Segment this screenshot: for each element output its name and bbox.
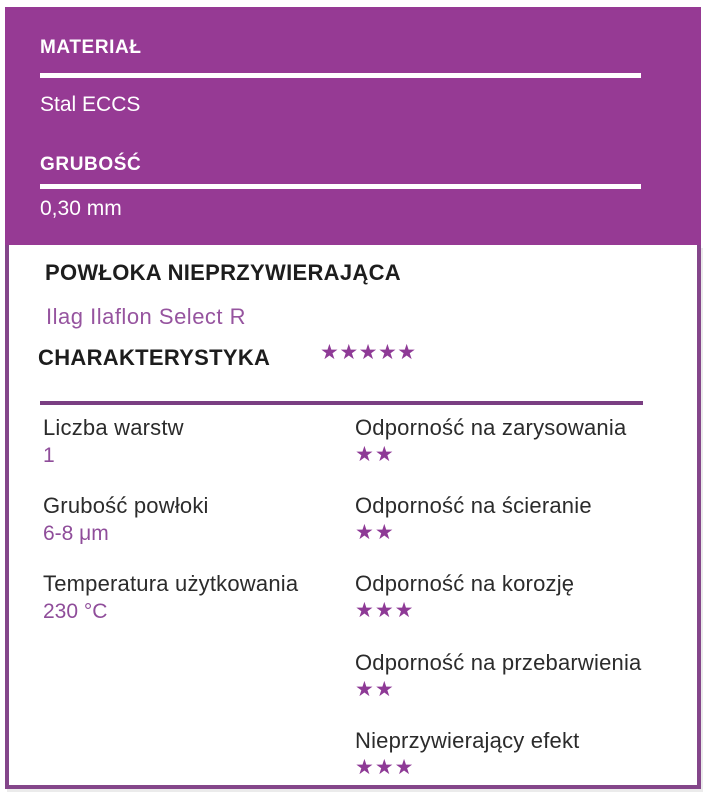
coating-title: POWŁOKA NIEPRZYWIERAJĄCA [45,260,401,285]
characteristics-heading: CHARAKTERYSTYKA [38,345,271,370]
property-label-scratch-resistance: Odporność na zarysowania [355,415,627,440]
rating-stars-discoloration-resistance: ★★ [355,678,395,701]
property-label-nonstick-effect: Nieprzywierający efekt [355,728,580,753]
property-label-corrosion-resistance: Odporność na korozję [355,571,575,596]
material-header-panel [5,7,701,245]
overall-rating-stars: ★★★★★ [320,341,417,364]
property-label-usage-temperature: Temperatura użytkowania [43,571,299,596]
property-value-coating-thickness: 6-8 μm [43,522,109,545]
property-value-layers: 1 [43,444,55,467]
thickness-value: 0,30 mm [40,197,122,220]
coating-name: Ilag Ilaflon Select R [46,304,247,329]
rating-stars-nonstick-effect: ★★★ [355,756,415,779]
section-divider [40,401,643,405]
property-value-usage-temperature: 230 °C [43,600,108,623]
rating-stars-scratch-resistance: ★★ [355,443,395,466]
thickness-underline [40,184,641,189]
material-value: Stal ECCS [40,93,141,116]
material-underline [40,73,641,78]
product-spec-card [5,7,701,789]
property-label-layers: Liczba warstw [43,415,184,440]
property-label-coating-thickness: Grubość powłoki [43,493,209,518]
property-label-abrasion-resistance: Odporność na ścieranie [355,493,592,518]
property-label-discoloration-resistance: Odporność na przebarwienia [355,650,642,675]
thickness-label: GRUBOŚĆ [40,154,142,175]
material-label: MATERIAŁ [40,37,142,58]
rating-stars-abrasion-resistance: ★★ [355,521,395,544]
rating-stars-corrosion-resistance: ★★★ [355,599,415,622]
coating-panel [5,245,701,789]
